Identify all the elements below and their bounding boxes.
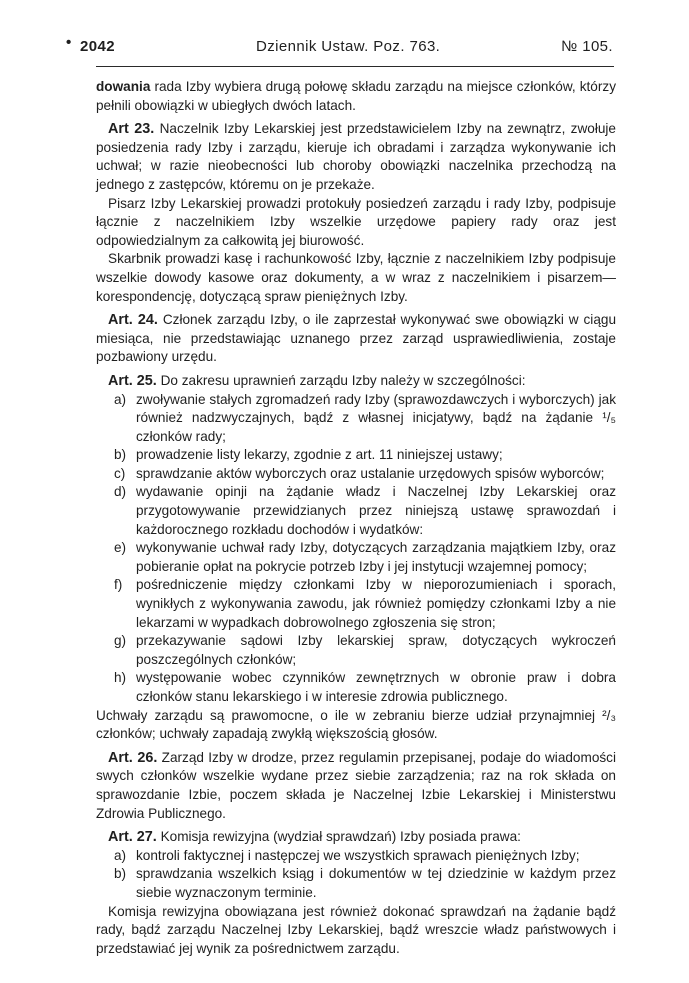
list-item-text: wykonywanie uchwał rady Izby, dotyczących zarządzania majątkiem Izby, oraz pobieranie opłat na pokrycie potrzeb Izby i jej instytucji wzajemnej pomocy; (136, 540, 616, 574)
list-marker: f) (114, 577, 123, 593)
art23-label: Art 23. (108, 121, 155, 138)
journal-title: Dziennik Ustaw. Poz. 763. (256, 38, 441, 55)
art25-label: Art. 25. (108, 372, 157, 389)
art23-text: Naczelnik Izby Lekarskiej jest przedstawicielem Izby na zewnątrz, zwołuje posiedzenia rady Izby i zarządu, kieruje ich obradami i zarządza wykonywanie ich uchwał; w razie nieobecności lub choroby obowiązki naczelnika przechodzą na jednego z zastępców, któremu on je przekaże. (96, 121, 616, 192)
intro-paragraph (96, 78, 616, 115)
list-item-text: pośredniczenie między członkami Izby w nieporozumieniach i sporach, wynikłych z wykonywania zawodu, jak również pomiędzy członkami Izby a nie lekarzami w wypadkach dobrowolnego zgłoszenia się stron; (136, 577, 616, 630)
list-marker: e) (114, 540, 127, 556)
page-header (66, 34, 613, 58)
list-item-text: wydawanie opinji na żądanie władz i Naczelnej Izby Lekarskiej oraz przygotowywanie przewidzianych przez niniejszą ustawę sprawozdań i każdorocznego rozkładu dochodów i wydatków: (136, 484, 616, 537)
list-marker: b) (114, 447, 127, 463)
list-item (96, 865, 616, 902)
art23-paragraph-3: Skarbnik prowadzi kasę i rachunkowość Izby, łącznie z naczelnikiem Izby podpisuje wszelkie dowody kasowe oraz dokumenty, a w wraz z naczelnikiem i pisarzem—korespondencję, dotyczącą spraw pieniężnych Izby. (96, 251, 616, 304)
art24-text: Członek zarządu Izby, o ile zaprzestał wykonywać swe obowiązki w ciągu miesiąca, nie przedstawiając uznanego przez zarząd usprawiedliwienia, zostaje pozbawiony urzędu. (96, 312, 616, 365)
header-dot: • (66, 34, 72, 51)
art25-closing: Uchwały zarządu są prawomocne, o ile w zebraniu bierze udział przynajmniej ²/₃ członków; uchwały zapadają zwykłą większością głosów. (96, 707, 616, 742)
intro-bold: dowania (96, 79, 151, 94)
art27-label: Art. 27. (108, 829, 157, 846)
list-marker: d) (114, 484, 127, 500)
list-item (96, 632, 616, 669)
list-item-text: sprawdzania wszelkich ksiąg i dokumentów w tej dziedzinie w każdym przez siebie wyznaczonym terminie. (136, 866, 616, 900)
list-item (96, 465, 616, 484)
art24-paragraph (96, 311, 616, 367)
list-item-text: prowadzenie listy lekarzy, zgodnie z art. 11 niniejszej ustawy; (136, 447, 503, 463)
list-item (96, 483, 616, 539)
list-marker: a) (114, 847, 127, 863)
list-item (96, 576, 616, 632)
art27-closing: Komisja rewizyjna obowiązana jest również dokonać sprawdzań na żądanie bądź rady, bądź zarządu Naczelnej Izby Lekarskiej, bądź wreszcie władz państwowych i przedstawiać jej wynik za pośrednictwem zarządu. (96, 903, 616, 956)
art26-label: Art. 26. (108, 749, 158, 766)
list-item-text: sprawdzanie aktów wyborczych oraz ustalanie urzędowych spisów wyborców; (136, 465, 605, 481)
list-item (96, 847, 616, 866)
art25-list (96, 391, 616, 707)
art24-label: Art. 24. (108, 312, 158, 329)
art23-paragraph-2: Pisarz Izby Lekarskiej prowadzi protokuły posiedzeń zarządu i rady Izby, podpisuje łącznie z naczelnikiem Izby wszelkie urzędowe papiery rady oraz jest odpowiedzialnym za całkowitą jej biurowość. (96, 195, 616, 248)
issue-number: № 105. (561, 38, 613, 55)
art27-paragraph (96, 828, 616, 847)
list-item (96, 669, 616, 706)
art25-paragraph (96, 372, 616, 391)
header-rule (96, 66, 614, 67)
list-item (96, 391, 616, 447)
list-item-text: przekazywanie sądowi Izby lekarskiej spraw, dotyczących wykroczeń poszczególnych członków; (136, 633, 616, 667)
art23-paragraph (96, 120, 616, 194)
list-marker: b) (114, 866, 127, 882)
art27-list (96, 847, 616, 903)
document-body (96, 78, 616, 958)
list-item (96, 446, 616, 465)
list-marker: c) (114, 465, 126, 481)
list-item-text: zwoływanie stałych zgromadzeń rady Izby (sprawozdawczych i wyborczych) jak również nadzwyczajnych, bądź z własnej inicjatywy, bądź na żądanie ¹/₅ członków rady; (136, 391, 616, 444)
list-item-text: kontroli faktycznej i następczej we wszystkich sprawach pieniężnych Izby; (136, 847, 580, 863)
list-marker: a) (114, 391, 127, 407)
page-number: 2042 (80, 38, 115, 55)
list-marker: g) (114, 633, 127, 649)
art27-intro: Komisja rewizyjna (wydział sprawdzań) Izby posiada prawa: (156, 829, 521, 845)
art25-intro: Do zakresu uprawnień zarządu Izby należy w szczególności: (156, 372, 526, 388)
list-marker: h) (114, 670, 127, 686)
list-item (96, 539, 616, 576)
art26-paragraph (96, 749, 616, 823)
art26-text: Zarząd Izby w drodze, przez regulamin przepisanej, podaje do wiadomości swych członków wszelkie wydane przez siebie zarządzenia; raz na rok składa on sprawozdanie Izbie, poczem składa je Naczelnej Izbie Lekarskiej i Ministerstwu Zdrowia Publicznego. (96, 749, 616, 821)
list-item-text: występowanie wobec czynników zewnętrznych w obronie praw i dobra członków stanu lekarskiego i w interesie zdrowia publicznego. (136, 670, 616, 704)
intro-text: rada Izby wybiera drugą połowę składu zarządu na miejsce członków, którzy pełnili obowiązki w ubiegłych dwóch latach. (96, 79, 616, 113)
